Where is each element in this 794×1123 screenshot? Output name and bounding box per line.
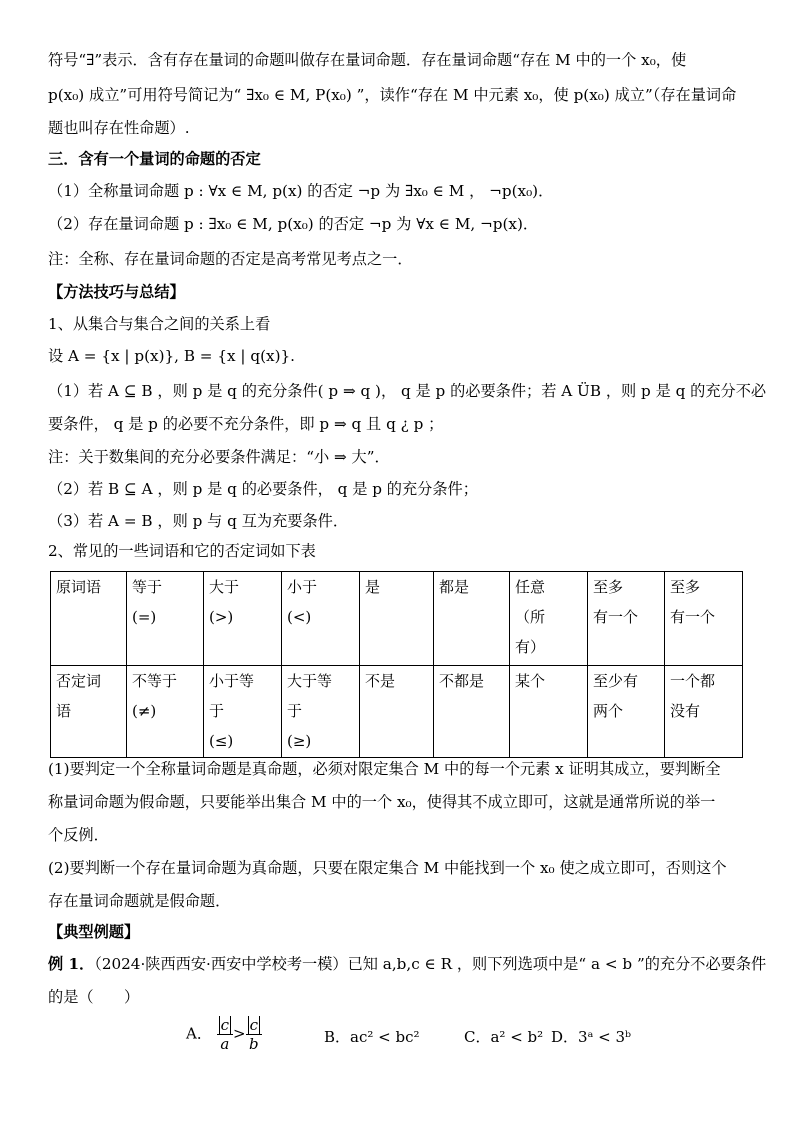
table-cell: 任意 （所 有） bbox=[510, 572, 588, 666]
explanation-1-cont: 称量词命题为假命题，只要能举出集合 M 中的一个 x₀，使得其不成立即可，这就是通常所说的举一 bbox=[48, 793, 716, 811]
explanation-2: (2)要判断一个存在量词命题为真命题，只要在限定集合 M 中能找到一个 x₀ 使之成立即可，否则这个 bbox=[48, 859, 727, 877]
table-cell: 都是 bbox=[434, 572, 510, 666]
fraction: $\frac{c}{b}$ bbox=[246, 1016, 262, 1053]
paragraph-line: 符号“∃”表示．含有存在量词的命题叫做存在量词命题．存在量词命题“存在 M 中的一个 x₀，使 bbox=[48, 51, 687, 69]
example-1 bbox=[48, 953, 766, 975]
note: 注：全称、存在量词命题的否定是高考常见考点之一． bbox=[48, 250, 413, 268]
paragraph-line: 题也叫存在性命题）. bbox=[48, 119, 190, 137]
methods-sub-1-cont: 要条件， q 是 p 的必要不充分条件，即 p ⇒ q 且 q ¿ p ； bbox=[48, 415, 444, 433]
table-row bbox=[51, 666, 743, 758]
table-cell: 至多 有一个 bbox=[588, 572, 665, 666]
methods-point-2: 2、常见的一些词语和它的否定词如下表 bbox=[48, 542, 316, 560]
table-cell: 至多 有一个 bbox=[665, 572, 743, 666]
option-b[interactable]: B．ac² < bc² bbox=[324, 1028, 420, 1046]
option-d[interactable]: D．3ᵃ < 3ᵇ bbox=[551, 1028, 632, 1046]
option-c[interactable]: C．a² < b² bbox=[464, 1028, 544, 1046]
example-label: 例 1． bbox=[48, 955, 95, 973]
table-cell: 不都是 bbox=[434, 666, 510, 758]
methods-note: 注：关于数集间的充分必要条件满足：“小 ⇒ 大”． bbox=[48, 448, 390, 466]
table-cell: 不等于 (≠) bbox=[127, 666, 204, 758]
negation-item-1: （1）全称量词命题 p : ∀x ∈ M, p(x) 的否定 ¬p 为 ∃x₀ ∈ M ， ¬p(x₀)． bbox=[48, 182, 554, 200]
methods-sub-2: （2）若 B ⊆ A ，则 p 是 q 的必要条件， q 是 p 的充分条件； bbox=[48, 480, 478, 498]
methods-sub-3: （3）若 A = B ，则 p 与 q 互为充要条件． bbox=[48, 512, 349, 530]
set-definition: 设 A = {x | p(x)}, B = {x | q(x)}. bbox=[48, 347, 295, 365]
methods-point-1: 1、从集合与集合之间的关系上看 bbox=[48, 315, 271, 333]
table-cell: 大于等 于 (≥) bbox=[282, 666, 360, 758]
section-heading: 三．含有一个量词的命题的否定 bbox=[48, 150, 261, 168]
table-cell: 原词语 bbox=[51, 572, 127, 666]
table-cell: 一个都 没有 bbox=[665, 666, 743, 758]
negation-words-table bbox=[50, 571, 743, 758]
explanation-2-cont: 存在量词命题就是假命题． bbox=[48, 892, 231, 910]
table-cell: 等于 (=) bbox=[127, 572, 204, 666]
paragraph-line: p(x₀) 成立”可用符号简记为“ ∃x₀ ∈ M, P(x₀) ”，读作“存在 M 中元素 x₀，使 p(x₀) 成立”（存在量词命 bbox=[48, 86, 737, 104]
negation-item-2: （2）存在量词命题 p : ∃x₀ ∈ M, p(x₀) 的否定 ¬p 为 ∀x ∈ M, ¬p(x)． bbox=[48, 215, 539, 233]
table-cell: 某个 bbox=[510, 666, 588, 758]
methods-heading: 【方法技巧与总结】 bbox=[48, 283, 185, 301]
table-cell: 大于 (>) bbox=[204, 572, 282, 666]
option-a[interactable] bbox=[186, 1016, 262, 1053]
table-cell: 是 bbox=[360, 572, 434, 666]
option-a-label: A． bbox=[186, 1024, 212, 1043]
table-cell: 小于等 于 (≤) bbox=[204, 666, 282, 758]
explanation-1: (1)要判定一个全称量词命题是真命题，必须对限定集合 M 中的每一个元素 x 证明其成立，要判断全 bbox=[48, 760, 721, 778]
table-row bbox=[51, 572, 743, 666]
table-cell: 不是 bbox=[360, 666, 434, 758]
methods-sub-1: （1）若 A ⊆ B ，则 p 是 q 的充分条件( p ⇒ q )， q 是 p 的必要条件；若 A ÜB ，则 p 是 q 的充分不必 bbox=[48, 382, 767, 400]
table-cell: 小于 (<) bbox=[282, 572, 360, 666]
examples-heading: 【典型例题】 bbox=[48, 923, 140, 941]
fraction: $\frac{c}{a}$ bbox=[217, 1016, 233, 1053]
gt-sign: > bbox=[233, 1024, 246, 1043]
table-cell: 至少有 两个 bbox=[588, 666, 665, 758]
table-cell: 否定词 语 bbox=[51, 666, 127, 758]
example-text: （2024·陕西西安·西安中学校考一模）已知 a,b,c ∈ R ，则下列选项中是“ a < b ”的充分不必要条件 bbox=[94, 955, 767, 973]
example-1-cont: 的是（ ） bbox=[48, 988, 140, 1006]
explanation-1-cont: 个反例． bbox=[48, 826, 109, 844]
